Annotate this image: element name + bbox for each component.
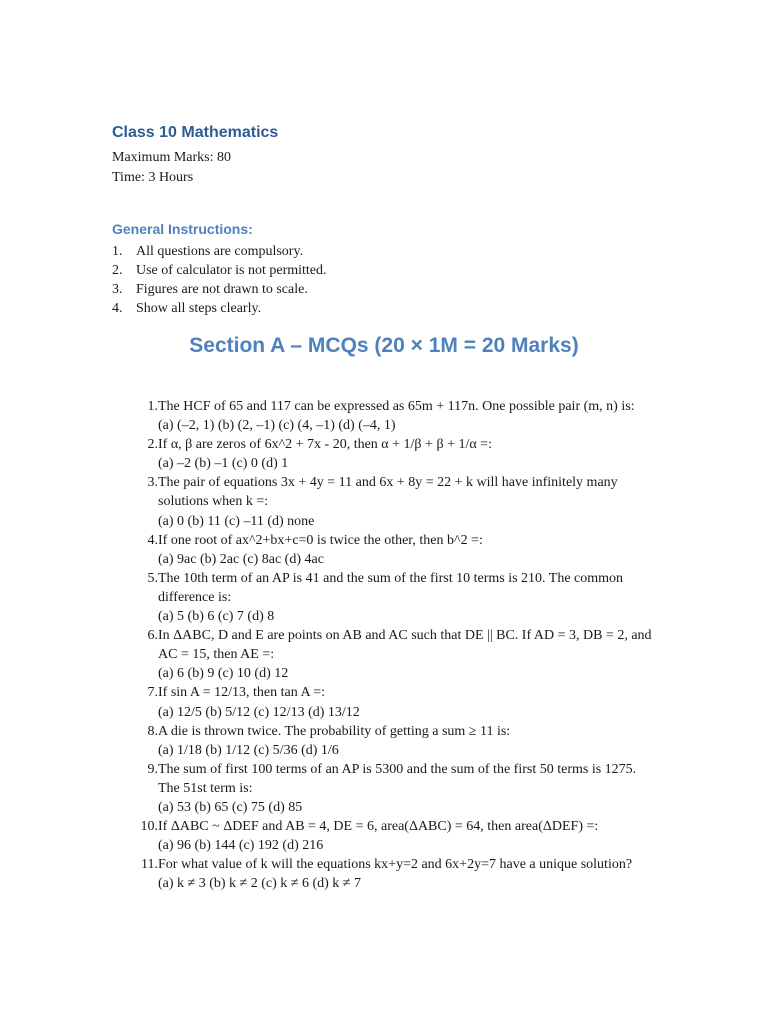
- instruction-text: Show all steps clearly.: [136, 301, 262, 316]
- question-item: [130, 435, 660, 473]
- question-text: The HCF of 65 and 117 can be expressed as 65m + 117n. One possible pair (m, n) is:: [158, 399, 635, 414]
- instruction-text: Use of calculator is not permitted.: [136, 263, 327, 278]
- instruction-number: 2.: [112, 263, 123, 278]
- question-item: [130, 531, 660, 569]
- question-options: (a) 12/5 (b) 5/12 (c) 12/13 (d) 13/12: [158, 704, 360, 720]
- question-text: The pair of equations 3x + 4y = 11 and 6x + 8y = 22 + k will have infinitely many solutions when k =:: [158, 475, 618, 510]
- question-item: [130, 683, 660, 721]
- question-options: (a) 9ac (b) 2ac (c) 8ac (d) 4ac: [158, 551, 324, 567]
- instruction-number: 4.: [112, 301, 123, 316]
- section-heading: Section A – MCQs (20 × 1M = 20 Marks): [189, 334, 579, 357]
- instructions-heading: General Instructions:: [112, 221, 253, 237]
- question-text: The 10th term of an AP is 41 and the sum of the first 10 terms is 210. The common difference is:: [158, 570, 624, 605]
- question-number: 8.: [147, 723, 158, 739]
- question-item: [130, 817, 660, 855]
- question-options: (a) 1/18 (b) 1/12 (c) 5/36 (d) 1/6: [158, 742, 339, 758]
- question-number: 1.: [147, 399, 158, 414]
- question-options: (a) –2 (b) –1 (c) 0 (d) 1: [158, 456, 289, 472]
- question-options: (a) k ≠ 3 (b) k ≠ 2 (c) k ≠ 6 (d) k ≠ 7: [158, 876, 361, 892]
- question-item: [130, 569, 660, 626]
- question-item: [130, 626, 660, 683]
- question-item: [130, 855, 660, 893]
- question-number: 4.: [147, 532, 158, 548]
- instruction-number: 1.: [112, 244, 123, 259]
- question-number: 2.: [147, 437, 158, 453]
- instructions-list: [112, 242, 672, 318]
- time-allowed: Time: 3 Hours: [112, 170, 194, 185]
- question-options: (a) (–2, 1) (b) (2, –1) (c) (4, –1) (d) (–4, 1): [158, 418, 396, 434]
- question-number: 5.: [147, 570, 158, 586]
- question-text: For what value of k will the equations kx+y=2 and 6x+2y=7 have a unique solution?: [158, 857, 633, 873]
- instruction-number: 3.: [112, 282, 123, 297]
- question-options: (a) 96 (b) 144 (c) 192 (d) 216: [158, 838, 324, 854]
- question-text: If ΔABC ~ ΔDEF and AB = 4, DE = 6, area(ΔABC) = 64, then area(ΔDEF) =:: [158, 819, 599, 835]
- question-number: 10.: [140, 819, 158, 835]
- question-text: In ΔABC, D and E are points on AB and AC such that DE || BC. If AD = 3, DB = 2, and AC = 15, then AE =:: [158, 628, 652, 663]
- question-text: If one root of ax^2+bx+c=0 is twice the other, then b^2 =:: [158, 532, 483, 548]
- instruction-item: [112, 242, 672, 261]
- question-number: 3.: [147, 475, 158, 491]
- question-options: (a) 5 (b) 6 (c) 7 (d) 8: [158, 609, 275, 625]
- instruction-item: [112, 299, 672, 318]
- question-list: [130, 397, 660, 893]
- instruction-item: [112, 280, 672, 299]
- question-options: (a) 53 (b) 65 (c) 75 (d) 85: [158, 799, 303, 815]
- question-text: If α, β are zeros of 6x^2 + 7x - 20, then α + 1/β + β + 1/α =:: [158, 437, 492, 453]
- max-marks: Maximum Marks: 80: [112, 150, 231, 165]
- question-item: [130, 760, 660, 817]
- question-text: If sin A = 12/13, then tan A =:: [158, 685, 326, 701]
- question-text: The sum of first 100 terms of an AP is 5300 and the sum of the first 50 terms is 1275. The 51st term is:: [158, 761, 637, 796]
- question-number: 6.: [147, 628, 158, 644]
- instruction-text: Figures are not drawn to scale.: [136, 282, 308, 297]
- question-text: A die is thrown twice. The probability of getting a sum ≥ 11 is:: [158, 723, 511, 739]
- instruction-item: [112, 261, 672, 280]
- question-options: (a) 6 (b) 9 (c) 10 (d) 12: [158, 666, 289, 682]
- question-number: 7.: [147, 685, 158, 701]
- document-title: Class 10 Mathematics: [112, 124, 279, 141]
- question-number: 9.: [147, 761, 158, 777]
- question-item: [130, 397, 660, 435]
- instruction-text: All questions are compulsory.: [136, 244, 304, 259]
- question-options: (a) 0 (b) 11 (c) –11 (d) none: [158, 513, 315, 529]
- question-item: [130, 722, 660, 760]
- question-number: 11.: [141, 857, 158, 873]
- question-item: [130, 473, 660, 530]
